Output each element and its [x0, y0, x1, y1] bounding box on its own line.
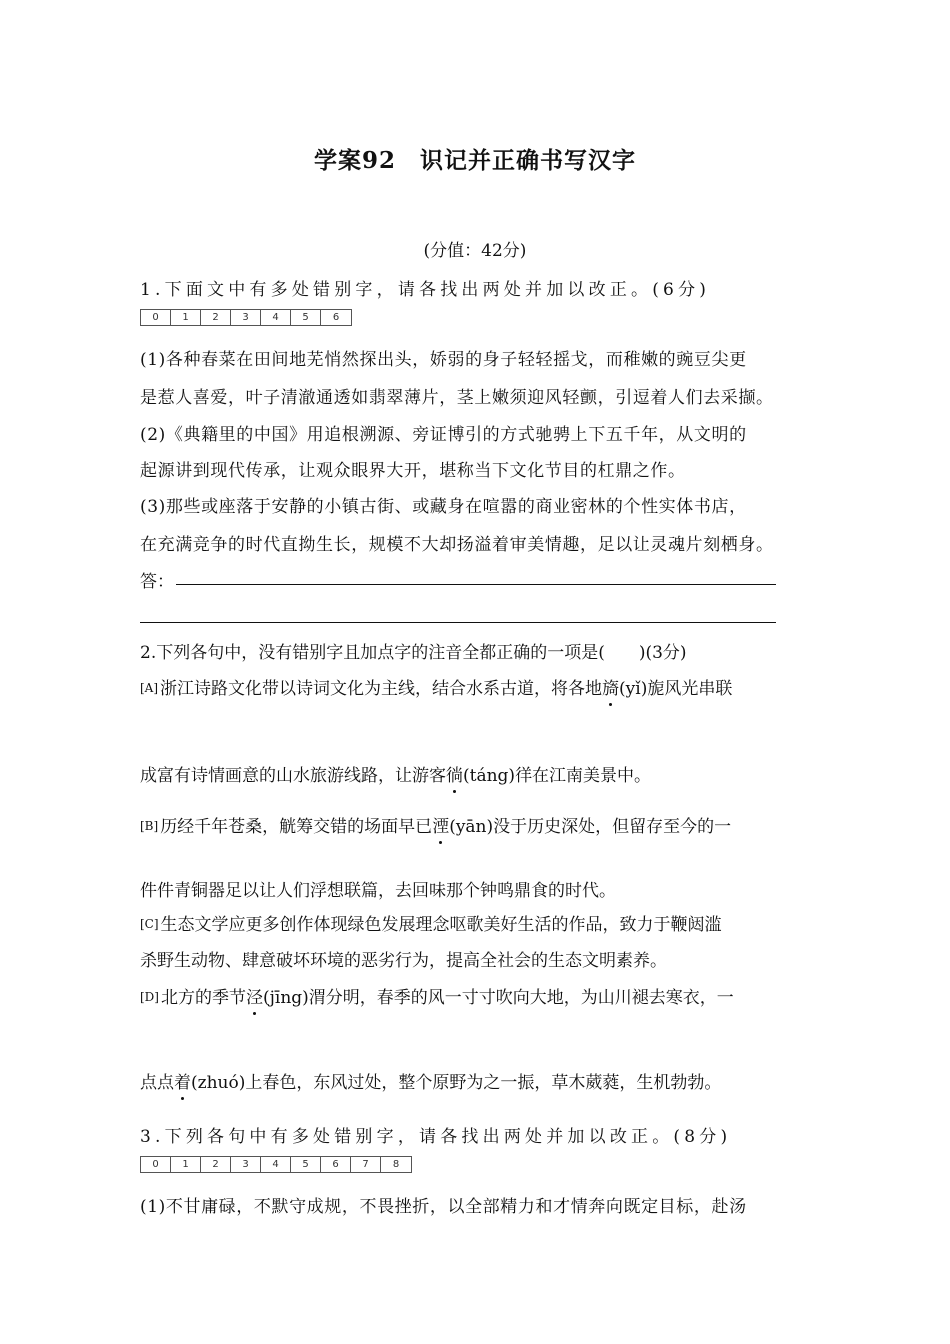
question-3-score-bar	[140, 1156, 412, 1173]
total-score-note: (分值：42分)	[423, 241, 527, 261]
option-text: 浙江诗路文化带以诗词文化为主线，结合水系古道，将各地	[160, 679, 603, 699]
option-b-line-1	[140, 812, 731, 837]
score-box[interactable]: 1	[171, 1157, 201, 1172]
answer-label: 答：	[140, 572, 174, 592]
option-a-line-1	[140, 674, 732, 699]
score-box[interactable]: 7	[351, 1157, 381, 1172]
option-d-tag[interactable]: [D]	[140, 990, 159, 1004]
option-text: 生态文学应更多创作体现绿色发展理念呕歌美好生活的作品，致力于鞭闼滥	[160, 915, 722, 935]
option-text: (jīng)渭分明，春季的风一寸寸吹向大地，为山川褪去寒衣，一	[262, 988, 734, 1008]
option-a-tag[interactable]: [A]	[140, 681, 159, 695]
score-box[interactable]: 0	[141, 310, 171, 325]
dotted-character: 湮	[432, 812, 449, 837]
option-c-line-1	[140, 910, 722, 935]
option-text: 点点	[140, 1073, 174, 1093]
score-box[interactable]: 2	[201, 310, 231, 325]
question-1-text-line: 在充满竞争的时代直拗生长，规模不大却扬溢着审美情趣，足以让灵魂片刻栖身。	[140, 535, 774, 555]
dotted-character: 徜	[446, 761, 463, 786]
score-box[interactable]: 4	[261, 310, 291, 325]
option-b-line-2: 件件青铜器足以让人们浮想联篇，去回味那个钟鸣鼎食的时代。	[140, 881, 616, 901]
question-1-text-line: (1)各种春菜在田间地芜悄然探出头，娇弱的身子轻轻摇戈，而稚嫩的豌豆尖更	[140, 350, 747, 370]
score-box[interactable]: 5	[291, 310, 321, 325]
dotted-character: 泾	[246, 983, 263, 1008]
option-text: (zhuó)上春色，东风过处，整个原野为之一振，草木葳蕤，生机勃勃。	[191, 1073, 722, 1093]
answer-line[interactable]	[140, 622, 776, 623]
answer-line[interactable]	[176, 584, 776, 585]
score-box[interactable]: 5	[291, 1157, 321, 1172]
option-b-tag[interactable]: [B]	[140, 819, 159, 833]
question-3-text-line: (1)不甘庸碌，不默守成规，不畏挫折，以全部精力和才情奔向既定目标，赴汤	[140, 1197, 747, 1217]
option-text: 北方的季节	[160, 988, 246, 1008]
question-2-stem: 2.下列各句中，没有错别字且加点字的注音全都正确的一项是( )(3分)	[140, 643, 687, 663]
score-box[interactable]: 3	[231, 1157, 261, 1172]
option-d-line-2	[140, 1068, 721, 1093]
option-text: (yǐ)旎风光串联	[619, 679, 733, 699]
option-text: (táng)徉在江南美景中。	[463, 766, 652, 786]
option-d-line-1	[140, 983, 734, 1008]
score-box[interactable]: 6	[321, 1157, 351, 1172]
score-box[interactable]: 3	[231, 310, 261, 325]
score-box[interactable]: 4	[261, 1157, 291, 1172]
question-1-score-bar	[140, 309, 352, 326]
dotted-character: 旖	[602, 674, 619, 699]
question-1-text-line: (2)《典籍里的中国》用追根溯源、旁证博引的方式驰骋上下五千年，从文明的	[140, 425, 747, 445]
option-text: 历经千年苍桑，觥筹交错的场面早已	[160, 817, 433, 837]
option-c-line-2: 杀野生动物、肆意破坏环境的恶劣行为，提高全社会的生态文明素养。	[140, 951, 667, 971]
question-1-text-line: (3)那些或座落于安静的小镇古街、或藏身在喧嚣的商业密林的个性实体书店，	[140, 497, 747, 517]
score-box[interactable]: 2	[201, 1157, 231, 1172]
score-box[interactable]: 8	[392, 1159, 400, 1170]
option-c-tag[interactable]: [C]	[140, 917, 159, 931]
score-box[interactable]: 0	[141, 1157, 171, 1172]
option-text: 成富有诗情画意的山水旅游线路，让游客	[140, 766, 446, 786]
page-title: 学案92 识记并正确书写汉字	[313, 147, 636, 174]
score-box[interactable]: 1	[171, 310, 201, 325]
question-1-text-line: 是惹人喜爱，叶子清澈通透如翡翠薄片，茎上嫩须迎风轻颤，引逗着人们去采撷。	[140, 388, 774, 408]
question-1-stem: 1.下面文中有多处错别字，请各找出两处并加以改正。(6分)	[140, 280, 711, 300]
question-1-text-line: 起源讲到现代传承，让观众眼界大开，堪称当下文化节目的杠鼎之作。	[140, 461, 686, 481]
score-box[interactable]: 6	[332, 312, 340, 323]
option-a-line-2	[140, 761, 651, 786]
question-3-stem: 3.下列各句中有多处错别字，请各找出两处并加以改正。(8分)	[140, 1127, 732, 1147]
option-text: (yān)没于历史深处，但留存至今的一	[449, 817, 732, 837]
dotted-character: 着	[174, 1068, 191, 1093]
